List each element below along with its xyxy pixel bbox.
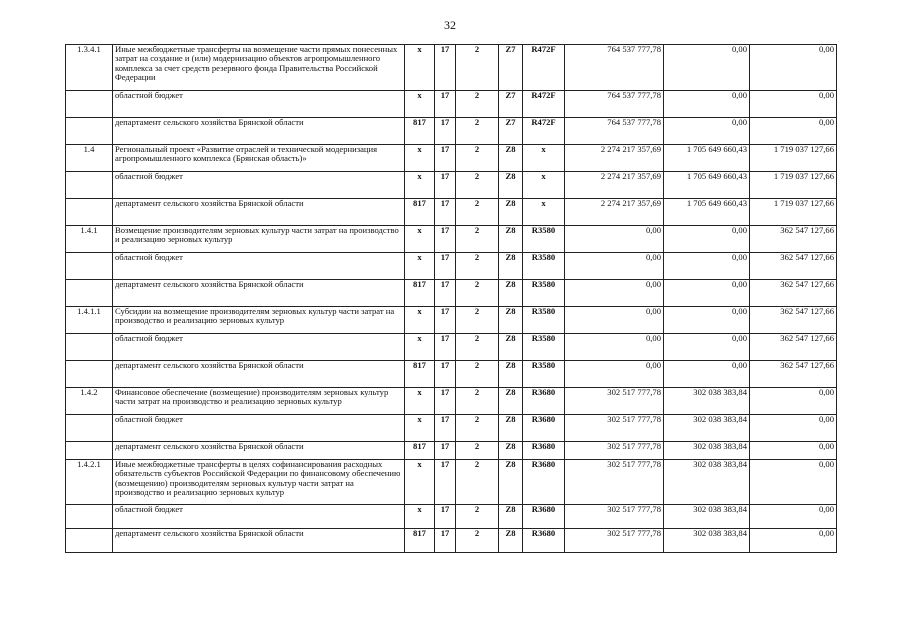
code-grbs: x [405, 460, 435, 505]
amount-year-1: 0,00 [565, 334, 664, 361]
amount-year-3: 1 719 037 127,66 [750, 199, 837, 226]
amount-year-2: 0,00 [664, 253, 750, 280]
row-number [66, 280, 113, 307]
code-direction: R3680 [523, 460, 565, 505]
code-direction: x [523, 145, 565, 172]
row-number [66, 415, 113, 442]
table-row [66, 529, 837, 553]
amount-year-1: 764 537 777,78 [565, 45, 664, 91]
code-section: 17 [435, 505, 456, 529]
row-name: департамент сельского хозяйства Брянской области [113, 280, 405, 307]
code-direction: x [523, 172, 565, 199]
table-row [66, 199, 837, 226]
table-row [66, 307, 837, 334]
code-section: 17 [435, 118, 456, 145]
code-direction: R472F [523, 118, 565, 145]
row-number: 1.3.4.1 [66, 45, 113, 91]
code-subsection: 2 [456, 415, 499, 442]
row-number [66, 91, 113, 118]
page-number: 32 [444, 18, 456, 32]
code-subsection: 2 [456, 361, 499, 388]
amount-year-3: 1 719 037 127,66 [750, 145, 837, 172]
amount-year-3: 0,00 [750, 45, 837, 91]
code-grbs: x [405, 45, 435, 91]
code-direction: R3680 [523, 388, 565, 415]
code-section: 17 [435, 199, 456, 226]
table-row [66, 361, 837, 388]
code-grbs: x [405, 226, 435, 253]
code-subsection: 2 [456, 460, 499, 505]
code-section: 17 [435, 442, 456, 460]
amount-year-3: 0,00 [750, 529, 837, 553]
row-name: департамент сельского хозяйства Брянской области [113, 118, 405, 145]
code-grbs: 817 [405, 199, 435, 226]
amount-year-2: 302 038 383,84 [664, 415, 750, 442]
table-row [66, 172, 837, 199]
code-direction: R3580 [523, 334, 565, 361]
amount-year-3: 1 719 037 127,66 [750, 172, 837, 199]
row-number [66, 334, 113, 361]
table-row [66, 45, 837, 91]
amount-year-1: 302 517 777,78 [565, 460, 664, 505]
amount-year-3: 0,00 [750, 118, 837, 145]
code-direction: R3680 [523, 442, 565, 460]
table-row [66, 442, 837, 460]
amount-year-2: 0,00 [664, 45, 750, 91]
code-subsection: 2 [456, 172, 499, 199]
code-grbs: 817 [405, 442, 435, 460]
code-subsection: 2 [456, 505, 499, 529]
row-name: департамент сельского хозяйства Брянской области [113, 442, 405, 460]
amount-year-2: 302 038 383,84 [664, 529, 750, 553]
code-grbs: 817 [405, 361, 435, 388]
amount-year-3: 0,00 [750, 460, 837, 505]
row-name: Иные межбюджетные трансферты в целях софинансирования расходных обязательств субъектов Российской Федерации по финансовому обеспечению (возмещению) производителям зерновых культур части затрат на производство и реализацию зерновых культур [113, 460, 405, 505]
row-name: департамент сельского хозяйства Брянской области [113, 361, 405, 388]
code-section: 17 [435, 226, 456, 253]
code-section: 17 [435, 91, 456, 118]
code-grbs: 817 [405, 280, 435, 307]
row-name: департамент сельского хозяйства Брянской области [113, 199, 405, 226]
amount-year-3: 362 547 127,66 [750, 280, 837, 307]
code-program: Z8 [499, 226, 523, 253]
code-direction: R3680 [523, 529, 565, 553]
amount-year-2: 0,00 [664, 226, 750, 253]
code-program: Z7 [499, 91, 523, 118]
code-direction: R3580 [523, 253, 565, 280]
code-program: Z8 [499, 307, 523, 334]
amount-year-2: 1 705 649 660,43 [664, 145, 750, 172]
code-section: 17 [435, 307, 456, 334]
code-section: 17 [435, 361, 456, 388]
code-program: Z8 [499, 388, 523, 415]
row-number: 1.4.1.1 [66, 307, 113, 334]
code-section: 17 [435, 253, 456, 280]
code-subsection: 2 [456, 145, 499, 172]
code-program: Z7 [499, 118, 523, 145]
code-subsection: 2 [456, 118, 499, 145]
code-program: Z8 [499, 442, 523, 460]
row-number: 1.4.2 [66, 388, 113, 415]
amount-year-3: 362 547 127,66 [750, 361, 837, 388]
code-subsection: 2 [456, 45, 499, 91]
amount-year-3: 0,00 [750, 91, 837, 118]
amount-year-1: 302 517 777,78 [565, 415, 664, 442]
code-grbs: x [405, 334, 435, 361]
code-grbs: x [405, 91, 435, 118]
table-row [66, 415, 837, 442]
amount-year-1: 2 274 217 357,69 [565, 172, 664, 199]
row-name: Иные межбюджетные трансферты на возмещение части прямых понесенных затрат на создание и (или) модернизацию объектов агропромышленного комплекса за счет средств резервного фонда Правительства Российской Федерации [113, 45, 405, 91]
table-row [66, 145, 837, 172]
amount-year-1: 0,00 [565, 361, 664, 388]
code-direction: R3580 [523, 280, 565, 307]
code-program: Z8 [499, 253, 523, 280]
row-name: Возмещение производителям зерновых культур части затрат на производство и реализацию зерновых культур [113, 226, 405, 253]
table-row [66, 388, 837, 415]
code-direction: R472F [523, 91, 565, 118]
amount-year-2: 0,00 [664, 280, 750, 307]
amount-year-1: 302 517 777,78 [565, 388, 664, 415]
code-grbs: x [405, 307, 435, 334]
code-grbs: x [405, 172, 435, 199]
code-program: Z8 [499, 460, 523, 505]
amount-year-3: 362 547 127,66 [750, 334, 837, 361]
row-number [66, 442, 113, 460]
amount-year-1: 2 274 217 357,69 [565, 199, 664, 226]
code-subsection: 2 [456, 334, 499, 361]
row-number: 1.4.1 [66, 226, 113, 253]
table-row [66, 460, 837, 505]
amount-year-1: 0,00 [565, 280, 664, 307]
code-grbs: 817 [405, 529, 435, 553]
table-body [66, 45, 837, 553]
row-name: Региональный проект «Развитие отраслей и технической модернизация агропромышленного комплекса (Брянская область)» [113, 145, 405, 172]
code-program: Z8 [499, 529, 523, 553]
code-program: Z8 [499, 172, 523, 199]
row-number [66, 529, 113, 553]
amount-year-2: 1 705 649 660,43 [664, 172, 750, 199]
amount-year-3: 0,00 [750, 505, 837, 529]
amount-year-1: 2 274 217 357,69 [565, 145, 664, 172]
row-name: областной бюджет [113, 415, 405, 442]
code-program: Z8 [499, 280, 523, 307]
budget-table [65, 44, 837, 553]
row-name: областной бюджет [113, 334, 405, 361]
code-subsection: 2 [456, 91, 499, 118]
row-name: областной бюджет [113, 505, 405, 529]
code-subsection: 2 [456, 388, 499, 415]
amount-year-2: 1 705 649 660,43 [664, 199, 750, 226]
code-subsection: 2 [456, 280, 499, 307]
code-direction: R3680 [523, 505, 565, 529]
code-direction: R3580 [523, 361, 565, 388]
code-grbs: x [405, 145, 435, 172]
amount-year-1: 302 517 777,78 [565, 442, 664, 460]
amount-year-3: 0,00 [750, 388, 837, 415]
row-number: 1.4.2.1 [66, 460, 113, 505]
amount-year-2: 302 038 383,84 [664, 442, 750, 460]
amount-year-2: 0,00 [664, 118, 750, 145]
table-row [66, 334, 837, 361]
amount-year-3: 0,00 [750, 442, 837, 460]
row-name: департамент сельского хозяйства Брянской области [113, 529, 405, 553]
code-section: 17 [435, 388, 456, 415]
code-grbs: x [405, 388, 435, 415]
row-name: областной бюджет [113, 172, 405, 199]
row-number [66, 505, 113, 529]
table-row [66, 505, 837, 529]
amount-year-2: 302 038 383,84 [664, 388, 750, 415]
table-row [66, 226, 837, 253]
amount-year-1: 302 517 777,78 [565, 529, 664, 553]
amount-year-2: 0,00 [664, 334, 750, 361]
code-section: 17 [435, 145, 456, 172]
code-subsection: 2 [456, 307, 499, 334]
row-name: областной бюджет [113, 253, 405, 280]
code-section: 17 [435, 172, 456, 199]
amount-year-1: 764 537 777,78 [565, 91, 664, 118]
code-program: Z8 [499, 145, 523, 172]
row-number [66, 118, 113, 145]
amount-year-2: 0,00 [664, 361, 750, 388]
amount-year-3: 362 547 127,66 [750, 307, 837, 334]
amount-year-3: 362 547 127,66 [750, 226, 837, 253]
amount-year-3: 362 547 127,66 [750, 253, 837, 280]
table-row [66, 118, 837, 145]
row-name: Субсидии на возмещение производителям зерновых культур части затрат на производство и реализацию зерновых культур [113, 307, 405, 334]
row-number [66, 253, 113, 280]
code-section: 17 [435, 334, 456, 361]
row-number [66, 199, 113, 226]
code-grbs: x [405, 253, 435, 280]
amount-year-1: 764 537 777,78 [565, 118, 664, 145]
code-subsection: 2 [456, 529, 499, 553]
code-direction: x [523, 199, 565, 226]
code-direction: R3580 [523, 307, 565, 334]
code-program: Z8 [499, 334, 523, 361]
code-direction: R3580 [523, 226, 565, 253]
code-program: Z8 [499, 361, 523, 388]
row-name: областной бюджет [113, 91, 405, 118]
code-section: 17 [435, 460, 456, 505]
code-program: Z8 [499, 415, 523, 442]
code-section: 17 [435, 45, 456, 91]
table-row [66, 280, 837, 307]
code-subsection: 2 [456, 199, 499, 226]
code-program: Z8 [499, 505, 523, 529]
amount-year-1: 0,00 [565, 226, 664, 253]
amount-year-1: 302 517 777,78 [565, 505, 664, 529]
code-direction: R472F [523, 45, 565, 91]
amount-year-1: 0,00 [565, 253, 664, 280]
amount-year-2: 302 038 383,84 [664, 460, 750, 505]
amount-year-2: 0,00 [664, 91, 750, 118]
code-subsection: 2 [456, 442, 499, 460]
code-grbs: 817 [405, 118, 435, 145]
row-name: Финансовое обеспечение (возмещение) производителям зерновых культур части затрат на производство и реализацию зерновых культур [113, 388, 405, 415]
code-subsection: 2 [456, 226, 499, 253]
code-grbs: x [405, 505, 435, 529]
code-program: Z8 [499, 199, 523, 226]
code-direction: R3680 [523, 415, 565, 442]
row-number: 1.4 [66, 145, 113, 172]
row-number [66, 172, 113, 199]
amount-year-3: 0,00 [750, 415, 837, 442]
code-grbs: x [405, 415, 435, 442]
code-subsection: 2 [456, 253, 499, 280]
code-section: 17 [435, 280, 456, 307]
code-section: 17 [435, 415, 456, 442]
code-section: 17 [435, 529, 456, 553]
table-row [66, 253, 837, 280]
amount-year-1: 0,00 [565, 307, 664, 334]
table-row [66, 91, 837, 118]
amount-year-2: 0,00 [664, 307, 750, 334]
amount-year-2: 302 038 383,84 [664, 505, 750, 529]
row-number [66, 361, 113, 388]
code-program: Z7 [499, 45, 523, 91]
